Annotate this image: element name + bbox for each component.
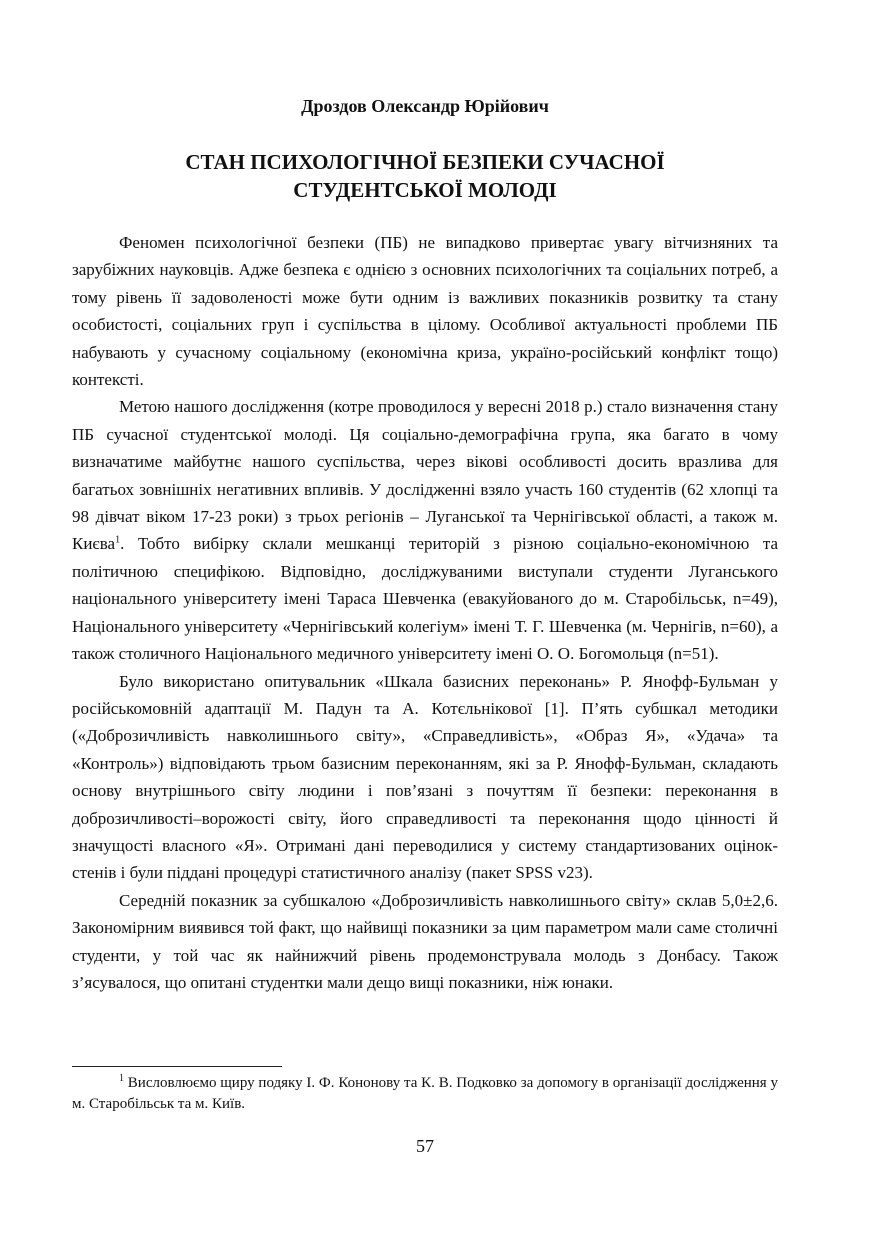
paragraph-2-part-b: . Тобто вибірку склали мешканці територій з різною соціально-економічною та політичною специфікою. Відповідно, досліджуваними виступали студенти Луганського національного університету імені Тараса Шевченка (евакуйованого до м. Старобільськ, n=49), Національного університету «Чернігівський колегіум» імені Т. Г. Шевченка (м. Чернігів, n=60), а також столичного Національного медичного університету імені О. О. Богомольця (n=51). bbox=[72, 534, 778, 664]
footnote-divider bbox=[72, 1066, 282, 1067]
article-body bbox=[72, 229, 778, 996]
footnote bbox=[72, 1073, 778, 1115]
footnote-mark: 1 bbox=[119, 1073, 124, 1084]
document-page bbox=[72, 0, 778, 1240]
article-title-line-2: СТУДЕНТСЬКОЇ МОЛОДІ bbox=[293, 178, 557, 202]
paragraph-2-part-a: Метою нашого дослідження (котре проводилося у вересні 2018 р.) стало визначення стану ПБ сучасної студентської молоді. Ця соціально-демографічна група, яка багато в чому визначатиме майбутнє нашого суспільства, через вікові особливості досить вразлива для багатьох зовнішніх негативних впливів. У дослідженні взяло участь 160 студентів (62 хлопці та 98 дівчат віком 17-23 роки) з трьох регіонів – Луганської та Чернігівської області, а також м. Києва bbox=[72, 397, 778, 554]
author-name: Дроздов Олександр Юрійович bbox=[301, 96, 549, 116]
paragraph-3: Було використано опитувальник «Шкала базисних переконань» Р. Янофф-Бульман у російськомовній адаптації М. Падун та А. Котєльнікової [1]. П’ять субшкал методики («Доброзичливість навколишнього світу», «Справедливість», «Образ Я», «Удача» та «Контроль») відповідають трьом базисним переконанням, які за Р. Янофф-Бульман, складають основу внутрішнього світу людини і пов’язані з почуттям її безпеки: переконання в доброзичливості–ворожості світу, його справедливості та переконання щодо цінності й значущості власного «Я». Отримані дані переводилися у систему стандартизованих оцінок-стенів і були піддані процедурі статистичного аналізу (пакет SPSS v23). bbox=[72, 671, 778, 883]
article-title-line-1: СТАН ПСИХОЛОГІЧНОЇ БЕЗПЕКИ СУЧАСНОЇ bbox=[185, 150, 665, 174]
paragraph-4: Середній показник за субшкалою «Доброзичливість навколишнього світу» склав 5,0±2,6. Закономірним виявився той факт, що найвищі показники за цим параметром мали саме столичні студенти, у той час як найнижчий рівень продемонструвала молодь з Донбасу. Також з’ясувалося, що опитані студентки мали дещо вищі показники, ніж юнаки. bbox=[72, 890, 778, 992]
footnote-text: Висловлюємо щиру подяку І. Ф. Кононову та К. В. Подковко за допомогу в організації дослідження у м. Старобільськ та м. Київ. bbox=[72, 1075, 778, 1112]
article-title bbox=[72, 148, 778, 204]
page-number: 57 bbox=[416, 1136, 434, 1156]
footnote-reference: 1 bbox=[115, 534, 121, 546]
paragraph-2 bbox=[72, 393, 778, 667]
paragraph-1: Феномен психологічної безпеки (ПБ) не випадково привертає увагу вітчизняних та зарубіжних науковців. Адже безпека є однією з основних психологічних та соціальних потреб, а тому рівень її задоволеності може бути одним із важливих показників розвитку та стану особистості, соціальних груп і суспільства в цілому. Особливої актуальності проблеми ПБ набувають у сучасному соціальному (економічна криза, україно-російський конфлікт тощо) контексті. bbox=[72, 233, 778, 390]
